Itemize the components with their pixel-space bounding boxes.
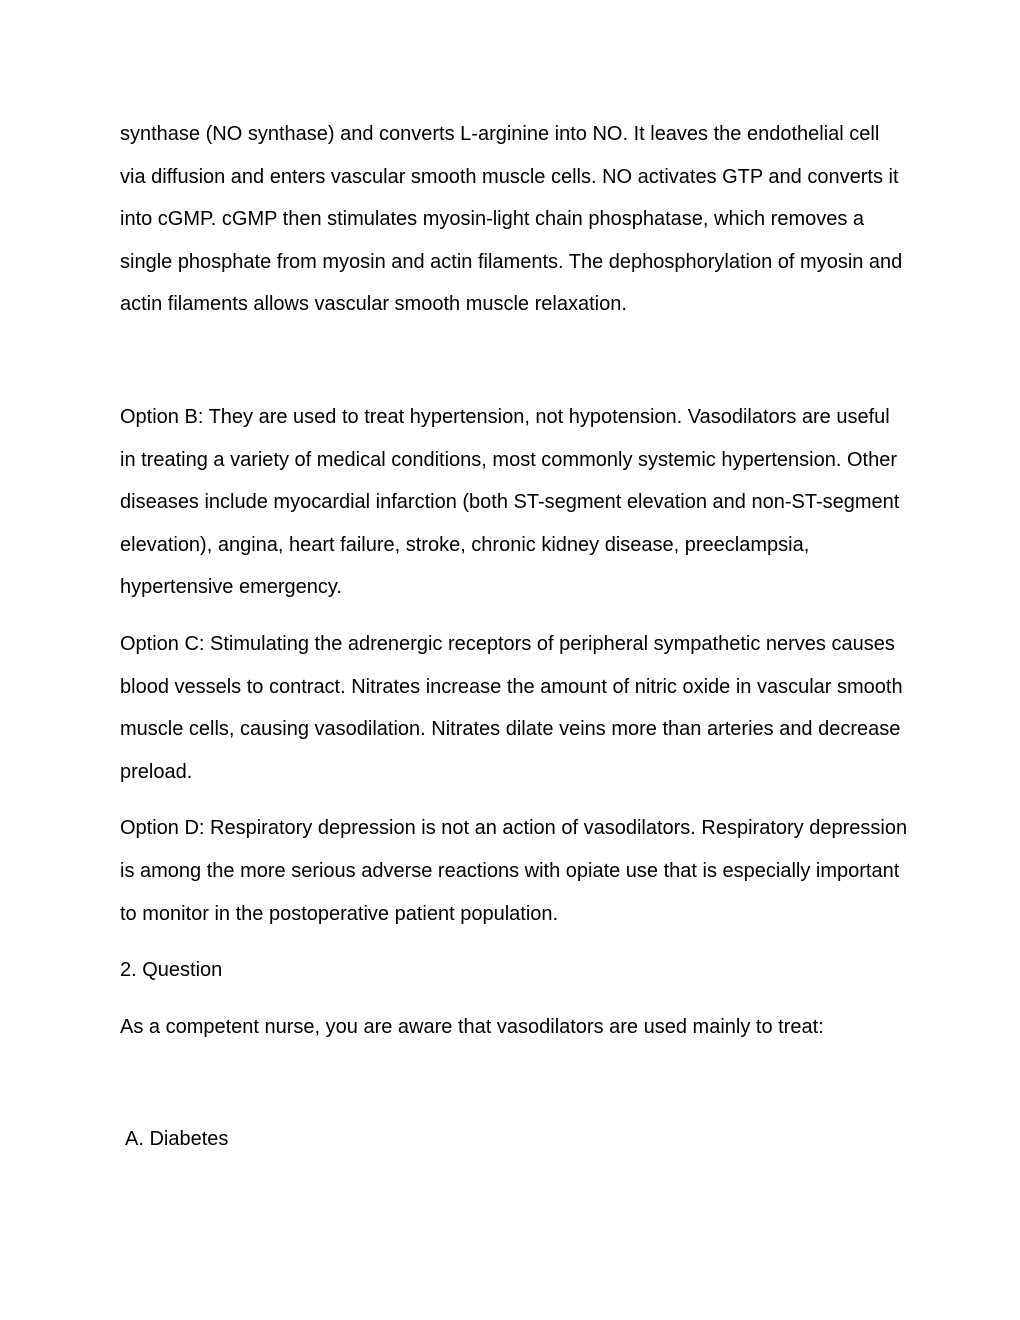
question-heading: 2. Question bbox=[120, 959, 223, 982]
answer-option-a: A. Diabetes bbox=[125, 1128, 229, 1151]
question-text: As a competent nurse, you are aware that vasodilators are used mainly to treat: bbox=[120, 1015, 824, 1038]
option-c-rationale: Option C: Stimulating the adrenergic receptors of peripheral sympathetic nerves causes blood vessels to contract. Nitrates increase the amount of nitric oxide in vascular smooth muscle cells, causing vasodilation. Nitrates dilate veins more than arteries and decrease preload. bbox=[120, 632, 903, 783]
option-d-rationale: Option D: Respiratory depression is not an action of vasodilators. Respiratory depression is among the more serious adverse reactions with opiate use that is especially important to monitor in the postoperative patient population. bbox=[120, 817, 908, 925]
document-page bbox=[120, 113, 910, 1161]
explanation-continuation-paragraph: synthase (NO synthase) and converts L-arginine into NO. It leaves the endothelial cell via diffusion and enters vascular smooth muscle cells. NO activates GTP and converts it into cGMP. cGMP then stimulates myosin-light chain phosphatase, which removes a single phosphate from myosin and actin filaments. The dephosphorylation of myosin and actin filaments allows vascular smooth muscle relaxation. bbox=[120, 123, 903, 316]
option-b-rationale: Option B: They are used to treat hypertension, not hypotension. Vasodilators are useful in treating a variety of medical conditions, most commonly systemic hypertension. Other diseases include myocardial infarction (both ST-segment elevation and non-ST-segment elevation), angina, heart failure, stroke, chronic kidney disease, preeclampsia, hypertensive emergency. bbox=[120, 405, 900, 599]
